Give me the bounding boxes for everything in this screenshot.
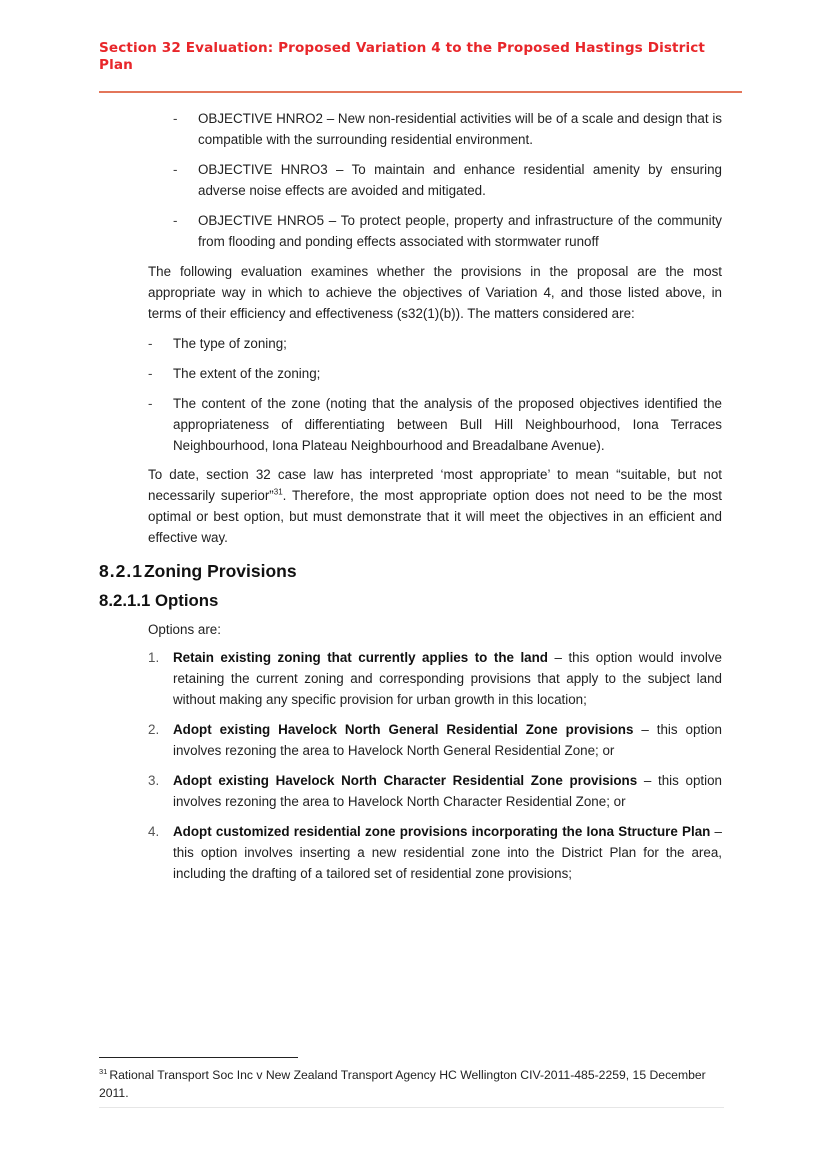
option-number: 3.	[148, 773, 160, 788]
footnote	[99, 1066, 724, 1102]
option-title: Adopt existing Havelock North Character Residential Zone provisions	[173, 773, 638, 788]
dash-bullet: -	[173, 213, 178, 228]
footnote-text: Rational Transport Soc Inc v New Zealand Transport Agency HC Wellington CIV-2011-485-2259, 15 December 2011.	[99, 1068, 706, 1100]
case-law-text-after: . Therefore, the most appropriate option does not need to be the most optimal or best option, but must demonstrate that it will meet the objectives in an efficient and effective way.	[148, 488, 722, 545]
option-number: 1.	[148, 650, 160, 665]
section-number: 8.2.1	[99, 561, 143, 581]
option-item	[148, 821, 722, 884]
footnote-separator	[99, 1057, 298, 1058]
option-description: – this option involves rezoning the area to Havelock North General Residential Zone; or	[173, 722, 722, 758]
intro-paragraph: The following evaluation examines whether the provisions in the proposal are the most appropriate way in which to achieve the objectives of Variation 4, and those listed above, in terms of their efficiency and effectiveness (s32(1)(b)). The matters considered are:	[148, 264, 722, 321]
case-law-text-before: To date, section 32 case law has interpreted ‘most appropriate’ to mean “suitable, but not necessarily superior”	[148, 467, 722, 503]
objective-item	[173, 108, 722, 150]
dash-bullet: -	[148, 396, 153, 411]
case-law-paragraph	[148, 464, 722, 548]
matter-item	[148, 333, 722, 354]
objective-text: OBJECTIVE HNRO3 – To maintain and enhance residential amenity by ensuring adverse noise effects are avoided and mitigated.	[198, 162, 722, 198]
header-rule	[99, 91, 742, 93]
option-title: Adopt customized residential zone provisions incorporating the Iona Structure Plan	[173, 824, 711, 839]
option-title: Adopt existing Havelock North General Residential Zone provisions	[173, 722, 634, 737]
dash-bullet: -	[173, 111, 178, 126]
running-header: Section 32 Evaluation: Proposed Variation 4 to the Proposed Hastings District Plan	[99, 40, 705, 73]
option-number: 2.	[148, 722, 160, 737]
footnote-number: 31	[99, 1066, 108, 1076]
option-item	[148, 719, 722, 761]
objective-item	[173, 210, 722, 252]
option-description: – this option involves inserting a new residential zone into the District Plan for the area, including the drafting of a tailored set of residential zone provisions;	[173, 824, 723, 881]
matter-item	[148, 363, 722, 384]
dash-bullet: -	[148, 366, 153, 381]
matters-list	[148, 333, 722, 465]
objective-text: OBJECTIVE HNRO2 – New non-residential activities will be of a scale and design that is compatible with the surrounding residential environment.	[198, 111, 722, 147]
options-list	[148, 647, 722, 893]
option-description: – this option involves rezoning the area to Havelock North Character Residential Zone; or	[173, 773, 722, 809]
objective-text: OBJECTIVE HNRO5 – To protect people, property and infrastructure of the community from flooding and ponding effects associated with stormwater runoff	[198, 213, 722, 249]
section-title: Zoning Provisions	[143, 561, 297, 581]
objective-item	[173, 159, 722, 201]
matter-text: The content of the zone (noting that the analysis of the proposed objectives identified the appropriateness of differentiating between Bull Hill Neighbourhood, Iona Terraces Neighbourhood, Iona Plateau Neighbourhood and Breadalbane Avenue).	[173, 396, 722, 453]
subsection-heading: 8.2.1.1 Options	[99, 591, 219, 610]
footnote-reference[interactable]: 31	[273, 487, 283, 497]
option-item	[148, 770, 722, 812]
dash-bullet: -	[173, 162, 178, 177]
option-title: Retain existing zoning that currently applies to the land	[173, 650, 555, 665]
section-heading	[99, 560, 297, 582]
option-description: – this option would involve retaining the current zoning and corresponding provisions that apply to the subject land without making any specific provision for urban growth in this location;	[173, 650, 722, 707]
dash-bullet: -	[148, 336, 153, 351]
matter-text: The extent of the zoning;	[173, 366, 321, 381]
option-item	[148, 647, 722, 710]
options-intro: Options are:	[148, 622, 221, 637]
objectives-list	[173, 108, 722, 261]
matter-item	[148, 393, 722, 456]
option-number: 4.	[148, 824, 160, 839]
matter-text: The type of zoning;	[173, 336, 287, 351]
footer-rule	[99, 1107, 724, 1108]
